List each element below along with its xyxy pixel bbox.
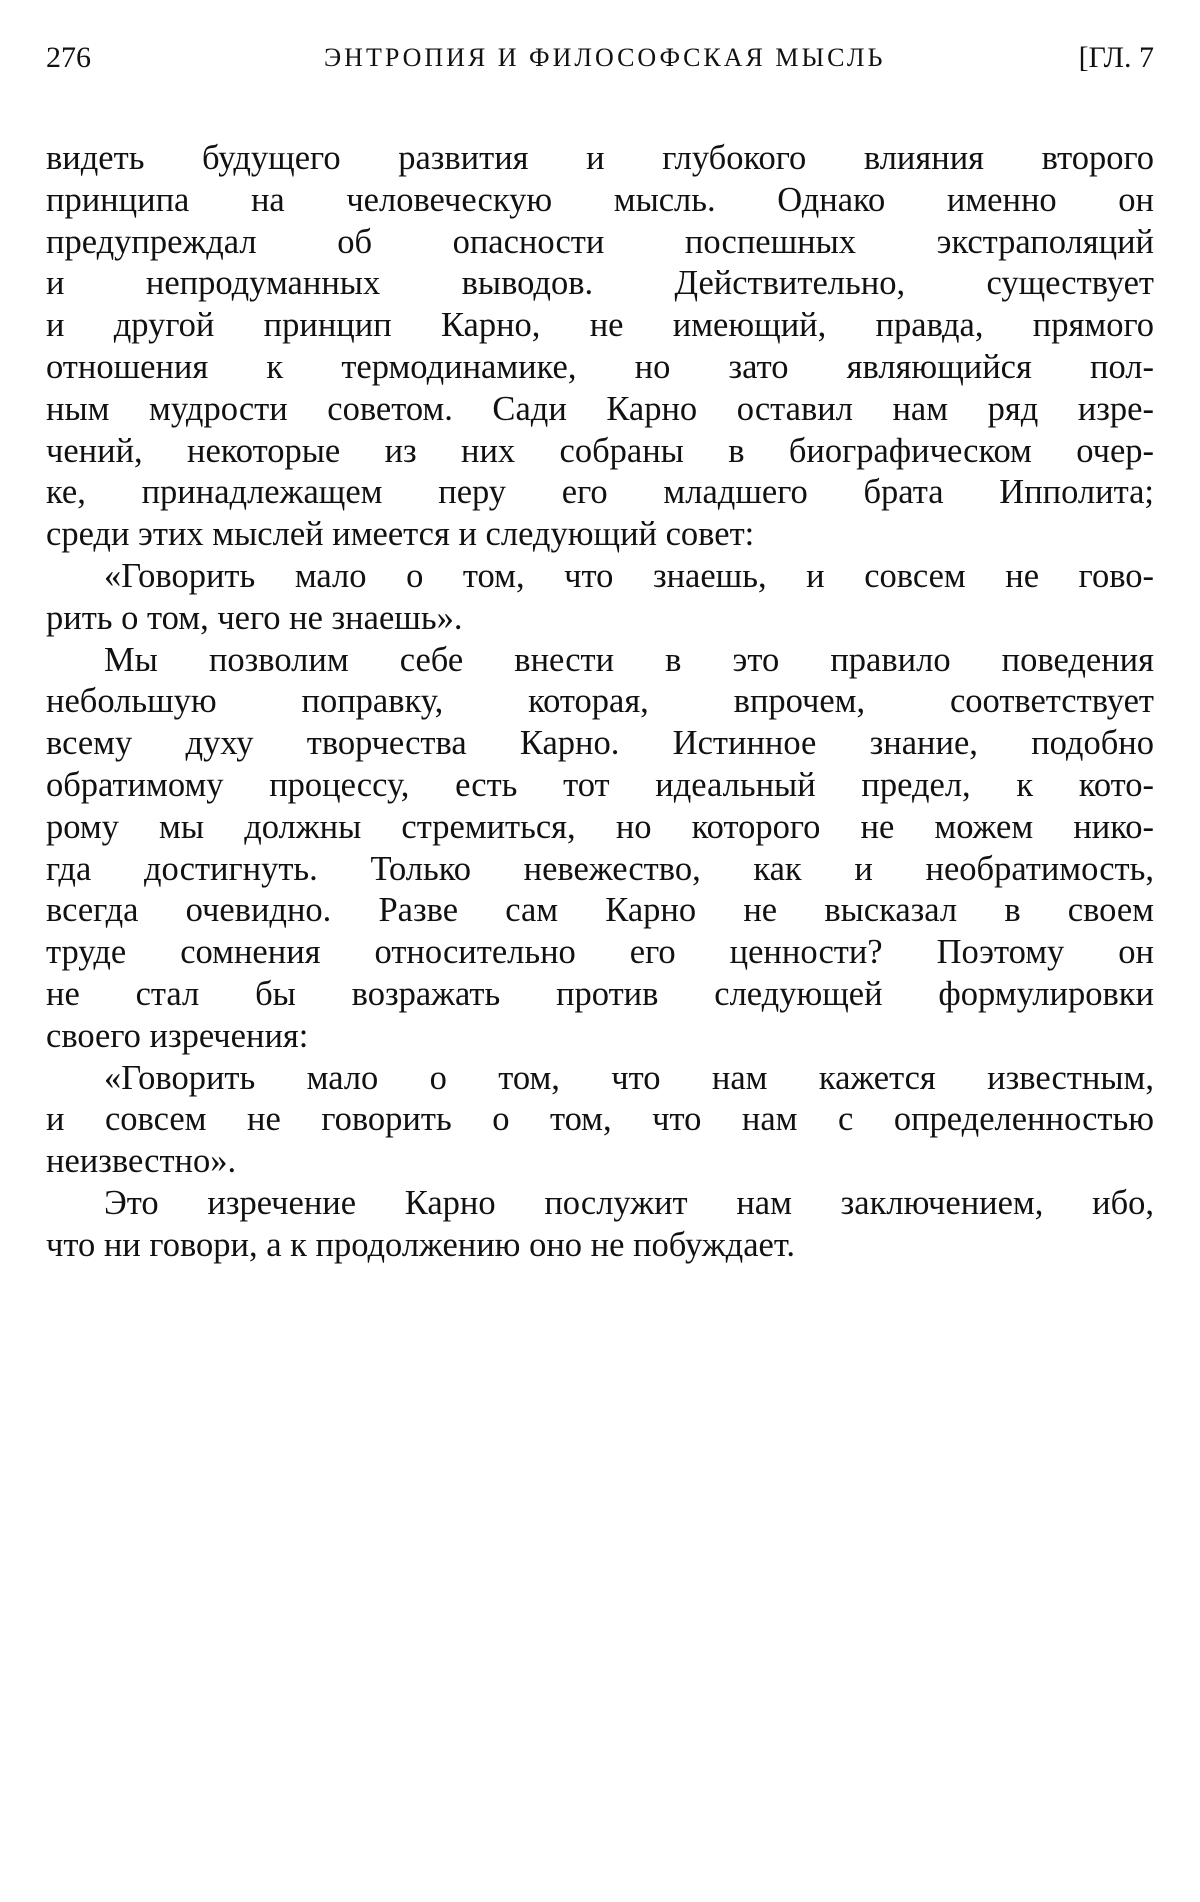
text-line: не стал бы возражать против следующей формулировки [46,974,1154,1013]
text-line: Мы позволим себе внести в это правило поведения [104,640,1154,679]
text-line: предупреждал об опасности поспешных экстраполяций [46,222,1154,261]
text-line: гда достигнуть. Только невежество, как и необратимость, [46,849,1154,888]
text-line: всегда очевидно. Разве сам Карно не высказал в своем [46,891,1154,930]
text-line: своего изречения: [46,1016,309,1055]
text-line: «Говорить мало о том, что знаешь, и совсем не гово- [104,556,1154,595]
text-line: рому мы должны стремиться, но которого не можем нико- [46,807,1154,846]
text-line: и другой принцип Карно, не имеющий, правда, прямого [46,306,1154,345]
page-number: 276 [46,41,91,74]
text-line: всему духу творчества Карно. Истинное знание, подобно [46,724,1154,763]
text-line: среди этих мыслей имеется и следующий совет: [46,515,755,554]
text-line: неизвестно». [46,1142,237,1181]
text-line: труде сомнения относительно его ценности? Поэтому он [46,933,1154,972]
text-line: обратимому процессу, есть тот идеальный предел, к кото- [46,765,1154,804]
text-line: рить о том, чего не знаешь». [46,598,463,637]
text-line: «Говорить мало о том, что нам кажется известным, [104,1058,1154,1097]
text-line: и непродуманных выводов. Действительно, существует [46,264,1154,303]
text-line: Это изречение Карно послужит нам заключением, ибо, [104,1183,1154,1222]
text-line: чений, некоторые из них собраны в биографическом очер- [46,431,1154,470]
body-text [46,138,1154,1267]
text-line: принципа на человеческую мысль. Однако именно он [46,180,1154,219]
running-head [46,38,1154,78]
text-line: и совсем не говорить о том, что нам с определенностью [46,1100,1154,1139]
text-line: что ни говори, а к продолжению оно не побуждает. [46,1225,795,1264]
text-line: отношения к термодинамике, но зато являющийся пол- [46,347,1154,386]
running-title: ЭНТРОПИЯ И ФИЛОСОФСКАЯ МЫСЛЬ [324,43,886,72]
text-line: видеть будущего развития и глубокого влияния второго [46,139,1154,177]
text-line: ным мудрости советом. Сади Карно оставил нам ряд изре- [46,389,1154,428]
text-line: ке, принадлежащем перу его младшего брата Ипполита; [46,473,1154,512]
text-line: небольшую поправку, которая, впрочем, соответствует [46,682,1154,721]
chapter-reference: [ГЛ. 7 [1078,41,1154,74]
